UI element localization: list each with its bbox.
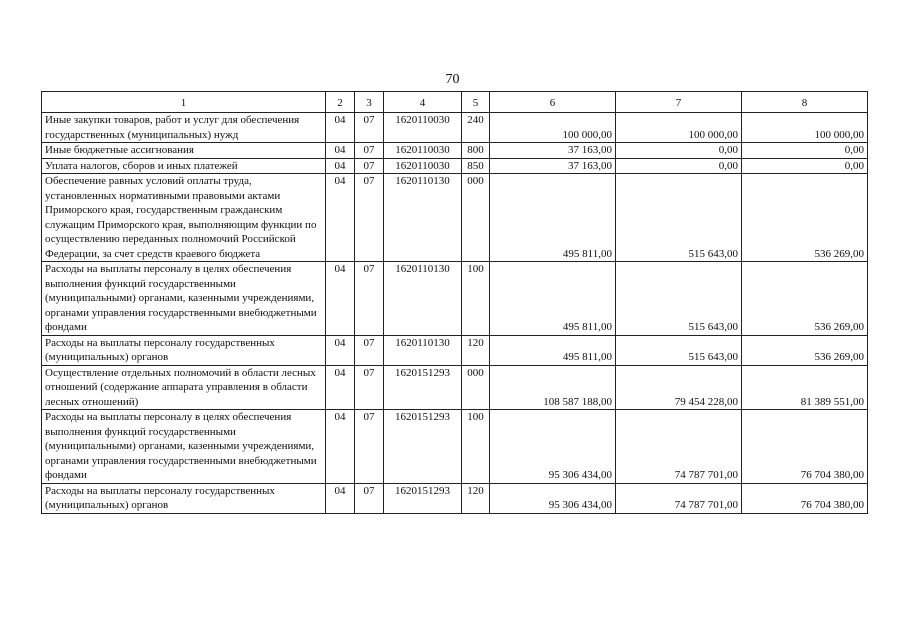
row-expense-type: 800 [462,143,490,159]
header-col-6: 6 [490,92,616,113]
row-name: Расходы на выплаты персоналу в целях обеспечения выполнения функций государственными (муниципальными) органами, казенными учреждениями, органами управления государственными внебюджетными фондами [42,262,326,336]
budget-table [41,91,868,514]
row-name: Обеспечение равных условий оплаты труда, установленных нормативными правовыми актами Приморского края, государственным гражданским служащим Приморского края, выполняющим функции по осуществлению переданных полномочий Российской Федерации, за счет средств краевого бюджета [42,174,326,262]
row-value-col7: 79 454 228,00 [616,365,742,410]
header-col-7: 7 [616,92,742,113]
row-target-code: 1620110030 [384,143,462,159]
header-col-3: 3 [355,92,384,113]
row-subsection: 07 [355,365,384,410]
page-number: 70 [445,72,460,87]
row-section: 04 [326,410,355,484]
row-target-code: 1620110030 [384,113,462,143]
row-value-col6: 37 163,00 [490,143,616,159]
row-value-col8: 76 704 380,00 [742,410,868,484]
header-col-5: 5 [462,92,490,113]
row-value-col7: 0,00 [616,158,742,174]
row-value-col8: 0,00 [742,143,868,159]
row-name: Иные закупки товаров, работ и услуг для обеспечения государственных (муниципальных) нужд [42,113,326,143]
row-section: 04 [326,335,355,365]
row-section: 04 [326,158,355,174]
table-row [42,174,868,262]
row-expense-type: 100 [462,410,490,484]
row-value-col8: 76 704 380,00 [742,483,868,513]
row-name: Расходы на выплаты персоналу государственных (муниципальных) органов [42,335,326,365]
row-subsection: 07 [355,410,384,484]
header-row [42,92,868,113]
row-expense-type: 000 [462,365,490,410]
table-row [42,335,868,365]
row-section: 04 [326,262,355,336]
row-value-col7: 74 787 701,00 [616,410,742,484]
row-name: Иные бюджетные ассигнования [42,143,326,159]
row-value-col8: 0,00 [742,158,868,174]
row-expense-type: 000 [462,174,490,262]
row-value-col6: 495 811,00 [490,262,616,336]
row-section: 04 [326,143,355,159]
row-target-code: 1620151293 [384,365,462,410]
row-section: 04 [326,483,355,513]
row-target-code: 1620110130 [384,335,462,365]
row-value-col6: 95 306 434,00 [490,483,616,513]
row-expense-type: 240 [462,113,490,143]
row-expense-type: 120 [462,335,490,365]
row-value-col6: 495 811,00 [490,174,616,262]
row-value-col6: 495 811,00 [490,335,616,365]
row-expense-type: 120 [462,483,490,513]
table-row [42,143,868,159]
row-subsection: 07 [355,262,384,336]
row-value-col7: 515 643,00 [616,174,742,262]
row-name: Расходы на выплаты персоналу в целях обеспечения выполнения функций государственными (муниципальными) органами, казенными учреждениями, органами управления государственными внебюджетными фондами [42,410,326,484]
row-value-col8: 536 269,00 [742,262,868,336]
table-row [42,262,868,336]
table-row [42,483,868,513]
row-name: Расходы на выплаты персоналу государственных (муниципальных) органов [42,483,326,513]
row-expense-type: 850 [462,158,490,174]
row-target-code: 1620110130 [384,174,462,262]
row-value-col7: 100 000,00 [616,113,742,143]
table-row [42,365,868,410]
row-value-col7: 74 787 701,00 [616,483,742,513]
header-col-8: 8 [742,92,868,113]
row-name: Уплата налогов, сборов и иных платежей [42,158,326,174]
row-value-col6: 95 306 434,00 [490,410,616,484]
row-name: Осуществление отдельных полномочий в области лесных отношений (содержание аппарата управления в области лесных отношений) [42,365,326,410]
header-col-1: 1 [42,92,326,113]
header-col-4: 4 [384,92,462,113]
row-subsection: 07 [355,335,384,365]
row-value-col7: 515 643,00 [616,262,742,336]
row-subsection: 07 [355,143,384,159]
row-value-col7: 515 643,00 [616,335,742,365]
table-row [42,113,868,143]
row-value-col8: 536 269,00 [742,335,868,365]
row-expense-type: 100 [462,262,490,336]
row-value-col6: 37 163,00 [490,158,616,174]
row-section: 04 [326,113,355,143]
row-subsection: 07 [355,113,384,143]
table-row [42,158,868,174]
row-subsection: 07 [355,483,384,513]
row-value-col8: 100 000,00 [742,113,868,143]
row-target-code: 1620110030 [384,158,462,174]
row-target-code: 1620151293 [384,483,462,513]
row-value-col8: 536 269,00 [742,174,868,262]
row-target-code: 1620110130 [384,262,462,336]
header-col-2: 2 [326,92,355,113]
row-value-col7: 0,00 [616,143,742,159]
row-subsection: 07 [355,174,384,262]
row-value-col8: 81 389 551,00 [742,365,868,410]
row-value-col6: 108 587 188,00 [490,365,616,410]
table-row [42,410,868,484]
row-section: 04 [326,365,355,410]
row-target-code: 1620151293 [384,410,462,484]
row-section: 04 [326,174,355,262]
row-subsection: 07 [355,158,384,174]
row-value-col6: 100 000,00 [490,113,616,143]
